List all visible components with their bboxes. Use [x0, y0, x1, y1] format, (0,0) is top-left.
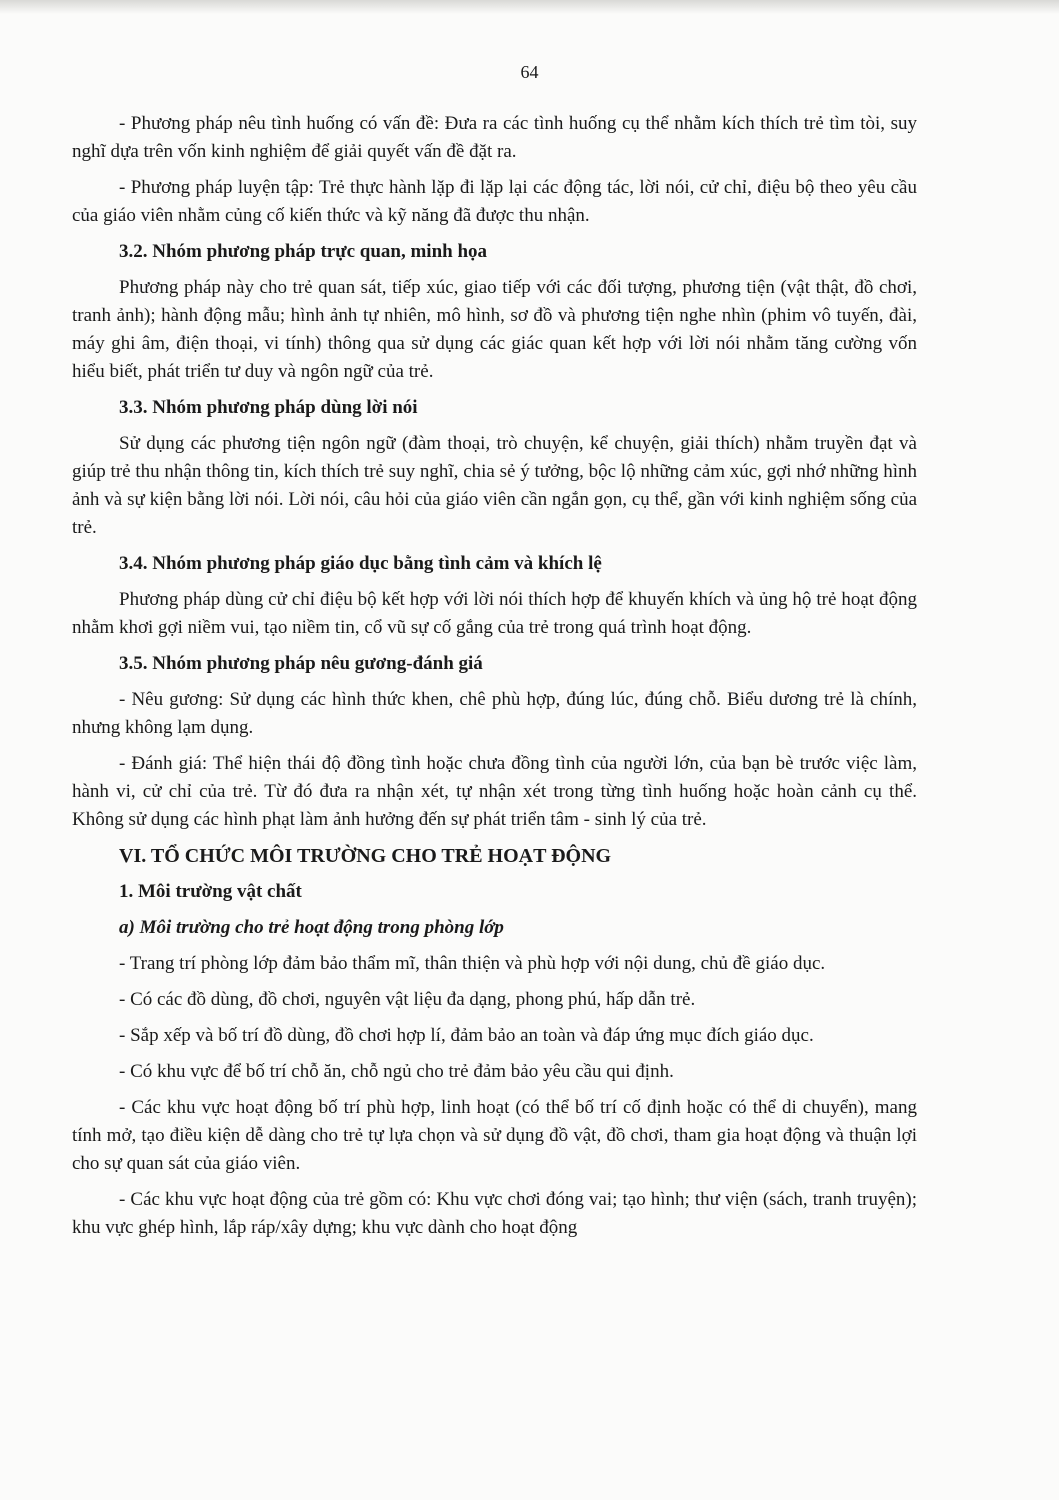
section-heading: 3.4. Nhóm phương pháp giáo dục bằng tình cảm và khích lệ	[119, 553, 602, 574]
paragraph: - Các khu vực hoạt động của trẻ gồm có: Khu vực chơi đóng vai; tạo hình; thư viện (sách, tranh truyện); khu vực ghép hình, lắp ráp/xây dựng; khu vực dành cho hoạt động	[72, 1189, 917, 1238]
paragraph: - Phương pháp nêu tình huống có vấn đề: Đưa ra các tình huống cụ thể nhằm kích thích trẻ tìm tòi, suy nghĩ dựa trên vốn kinh nghiệm để giải quyết vấn đề đặt ra.	[72, 113, 917, 162]
section-heading: 3.5. Nhóm phương pháp nêu gương-đánh giá	[119, 653, 483, 674]
paragraph: Phương pháp dùng cử chỉ điệu bộ kết hợp với lời nói thích hợp để khuyến khích và ủng hộ trẻ hoạt động nhằm khơi gợi niềm vui, tạo niềm tin, cổ vũ sự cố gắng của trẻ trong quá trình hoạt động.	[72, 589, 917, 638]
section-heading: 3.3. Nhóm phương pháp dùng lời nói	[119, 397, 418, 418]
chapter-heading: VI. TỔ CHỨC MÔI TRƯỜNG CHO TRẺ HOẠT ĐỘNG	[119, 845, 612, 867]
paragraph: - Các khu vực hoạt động bố trí phù hợp, linh hoạt (có thể bố trí cố định hoặc có thể di chuyển), mang tính mở, tạo điều kiện dễ dàng cho trẻ tự lựa chọn và sử dụng đồ vật, đồ chơi, tham gia hoạt động và thuận lợi cho sự quan sát của giáo viên.	[72, 1097, 917, 1174]
section-heading: 1. Môi trường vật chất	[119, 881, 302, 902]
paragraph: - Có khu vực để bố trí chỗ ăn, chỗ ngủ cho trẻ đảm bảo yêu cầu qui định.	[119, 1061, 674, 1082]
paragraph: - Đánh giá: Thể hiện thái độ đồng tình hoặc chưa đồng tình của người lớn, của bạn bè trước việc làm, hành vi, cử chỉ của trẻ. Từ đó đưa ra nhận xét, tự nhận xét trong từng tình huống hoặc hoàn cảnh cụ thể. Không sử dụng các hình phạt làm ảnh hưởng đến sự phát triển tâm - sinh lý của trẻ.	[72, 753, 917, 830]
paragraph: - Có các đồ dùng, đồ chơi, nguyên vật liệu đa dạng, phong phú, hấp dẫn trẻ.	[119, 989, 696, 1010]
paragraph: - Phương pháp luyện tập: Trẻ thực hành lặp đi lặp lại các động tác, lời nói, cử chỉ, điệu bộ theo yêu cầu của giáo viên nhằm củng cố kiến thức và kỹ năng đã được thu nhận.	[72, 177, 917, 226]
page-body	[72, 110, 917, 1250]
paragraph: - Nêu gương: Sử dụng các hình thức khen, chê phù hợp, đúng lúc, đúng chỗ. Biểu dương trẻ là chính, nhưng không lạm dụng.	[72, 689, 917, 738]
subsection-heading: a) Môi trường cho trẻ hoạt động trong phòng lớp	[119, 917, 504, 938]
paragraph: Sử dụng các phương tiện ngôn ngữ (đàm thoại, trò chuyện, kể chuyện, giải thích) nhằm truyền đạt và giúp trẻ thu nhận thông tin, kích thích trẻ suy nghĩ, chia sẻ ý tưởng, bộc lộ những cảm xúc, gợi nhớ những hình ảnh và sự kiện bằng lời nói. Lời nói, câu hỏi của giáo viên cần ngắn gọn, cụ thể, gần với kinh nghiệm sống của trẻ.	[72, 433, 917, 538]
section-heading: 3.2. Nhóm phương pháp trực quan, minh họa	[119, 241, 488, 262]
paragraph: - Sắp xếp và bố trí đồ dùng, đồ chơi hợp lí, đảm bảo an toàn và đáp ứng mục đích giáo dục.	[119, 1025, 814, 1046]
page-number: 64	[520, 62, 539, 82]
scan-edge-shadow	[0, 0, 1059, 14]
paragraph: - Trang trí phòng lớp đảm bảo thẩm mĩ, thân thiện và phù hợp với nội dung, chủ đề giáo dục.	[119, 953, 826, 974]
paragraph: Phương pháp này cho trẻ quan sát, tiếp xúc, giao tiếp với các đối tượng, phương tiện (vật thật, đồ chơi, tranh ảnh); hành động mẫu; hình ảnh tự nhiên, mô hình, sơ đồ và phương tiện nghe nhìn (phim vô tuyến, đài, máy ghi âm, điện thoại, vi tính) thông qua sử dụng các giác quan kết hợp với lời nói nhằm tăng cường vốn hiểu biết, phát triển tư duy và ngôn ngữ của trẻ.	[72, 277, 917, 382]
